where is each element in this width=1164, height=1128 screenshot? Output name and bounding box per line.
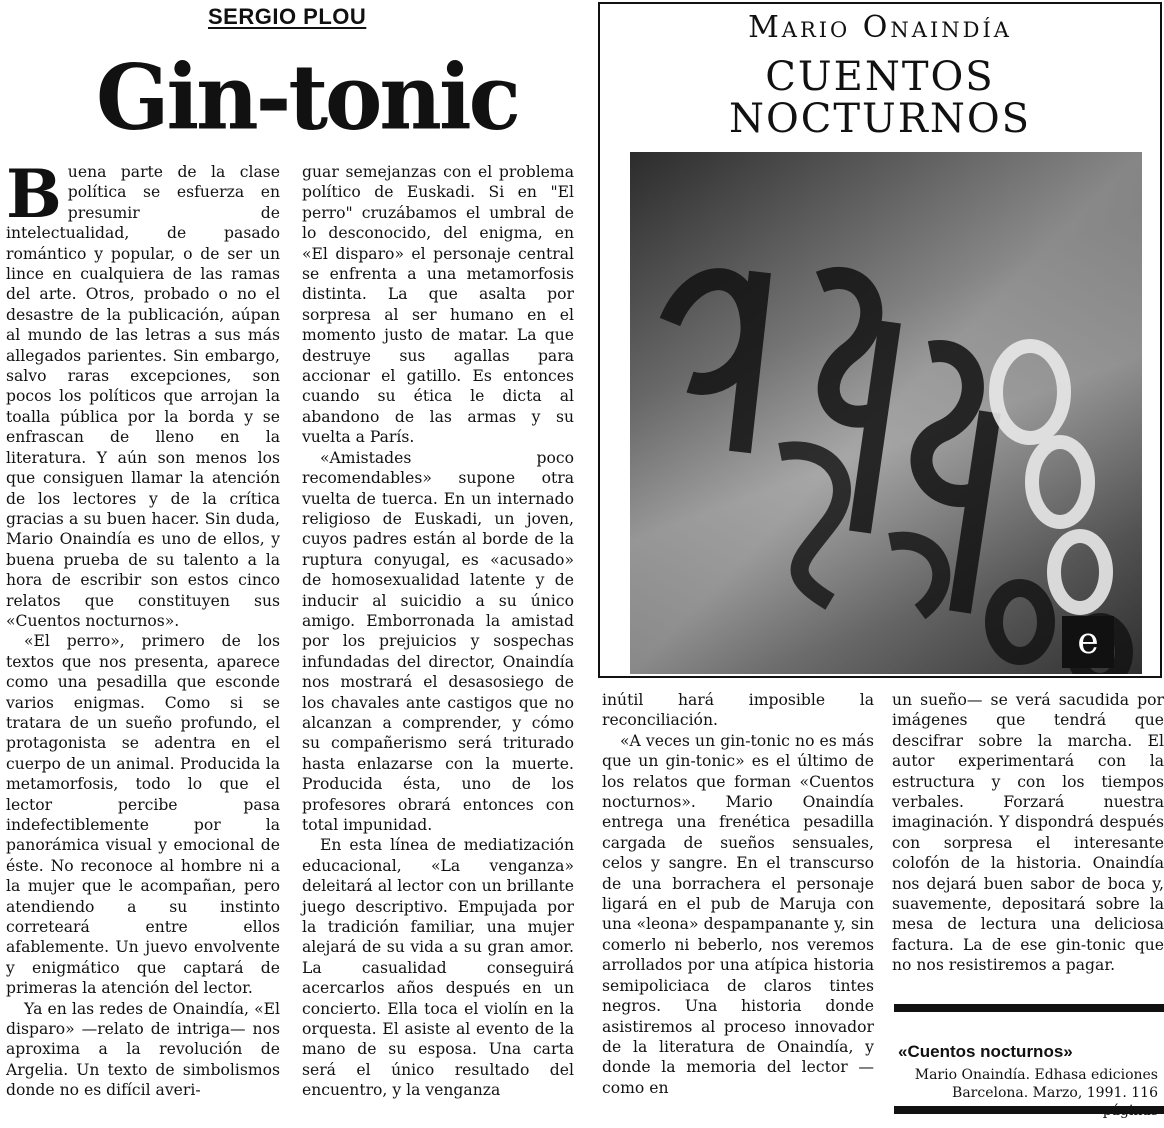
- paragraph: guar semejanzas con el problema político de Euskadi. Si en "El perro" cruzábamos el umbral de lo desconocido, del enigma, en «El disparo» el personaje central se enfrenta a una metamorfosis distinta. La que asalta por sorpresa al ser humano en el momento justo de matar. La que destruye sus agallas para accionar el gatillo. Es entonces cuando su ética le dicta al abandono de las armas y su vuelta a París.: [302, 163, 574, 447]
- byline: SERGIO PLOU: [208, 4, 367, 29]
- drop-cap: B: [6, 155, 62, 233]
- infobox-line: Barcelona. Marzo, 1991. 116: [952, 1085, 1158, 1101]
- infobox-title: «Cuentos nocturnos»: [898, 1042, 1073, 1061]
- paragraph: un sueño— se verá sacudida por imágenes que tendrá que descifrar sobre la marcha. El autor experimentará con la estructura y con los tiempos verbales. Forzará nuestra imaginación. Y dispondrá después con sorpresa el interesante colofón de la historia. Onaindía nos dejará buen sabor de boca y, suavemente, depositará sobre la mesa de lectura una deliciosa factura. La de ese gin-tonic que no nos resistiremos a pagar.: [892, 691, 1164, 975]
- paragraph-text: uena parte de la clase política se esfuerza en presumir de intelectualidad, de pasado romántico y popular, o de ser un lince en cualquiera de las ramas del arte. Otros, probado o no el desastre de la publicación, aúpan al mundo de las letras a sus más allegados parientes. Sin embargo, salvo raras excepciones, son pocos los políticos que arrojan la toalla pública por la borda y se enfrascan de lleno en la literatura. Y aún son menos los que consiguen llamar la atención de los lectores y de la crítica gracias a su buen hacer. Sin duda, Mario Onaindía es uno de ellos, y buena prueba de su talento a la hora de escribir son estos cinco relatos que constituyen sus «Cuentos nocturnos».: [6, 163, 280, 630]
- cover-author: Mario Onaindía: [748, 10, 1012, 45]
- publisher-logo: e: [1062, 616, 1114, 668]
- paragraph: En esta línea de mediatización educacional, «La venganza» deleitará al lector con un brillante juego descriptivo. Empujada por la tradición familiar, una mujer alejará de su vida a su gran amor. La casualidad conseguirá acercarlos años después en un concierto. Ella toca el violín en la orquesta. El asiste al evento de la mano de su esposa. Una carta será el único resultado del encuentro, y la venganza: [302, 836, 574, 1100]
- paragraph: «El perro», primero de los textos que nos presenta, aparece como una pesadilla que esconde varios enigmas. Como si se tratara de un sueño profundo, el protagonista se adentra en el cuerpo de un animal. Producida la metamorfosis, todo lo que el lector percibe pasa indefectiblemente por la panorámica visual y emocional de éste. No reconoce al hombre ni a la mujer que le acompañan, pero atendiendo a su instinto correteará entre ellos afablemente. Un juevo envolvente y enigmático que captará de primeras la atención del lector.: [6, 632, 280, 998]
- article-column-1: [6, 155, 280, 1101]
- article-column-2: [302, 162, 574, 1101]
- paragraph: Ya en las redes de Onaindía, «El disparo» —relato de intriga— nos aproxima a la revolución de Argelia. Un texto de simbolismos donde no es difícil averi-: [6, 999, 280, 1100]
- cover-artwork: [630, 152, 1142, 674]
- article-column-3: [602, 690, 874, 1098]
- headline: Gin-tonic: [96, 44, 518, 151]
- infobox-line: Mario Onaindía. Edhasa ediciones: [914, 1067, 1158, 1083]
- paragraph: inútil hará imposible la reconciliación.: [602, 691, 874, 730]
- paragraph: «A veces un gin-tonic no es más que un gin-tonic» es el último de los relatos que forman «Cuentos nocturnos». Mario Onaindía entrega una frenética pesadilla cargada de sueños sensuales, celos y sangre. En el transcurso de una borrachera el personaje ligará en el pub de Maruja con una «leona» despampanante y, sin comerlo ni beberlo, nos veremos arrollados por una atípica historia semipoliciaca de claros tintes negros. Una historia donde asistiremos al proceso innovador de la literatura de Onaindía, y donde la memoria del lector —como en: [602, 731, 874, 1097]
- paragraph: [6, 155, 280, 631]
- cover-title: [600, 56, 1160, 140]
- book-cover: [598, 2, 1162, 678]
- article-column-4: [892, 690, 1164, 976]
- cover-title-line: NOCTURNOS: [728, 96, 1032, 142]
- paragraph: «Amistades poco recomendables» supone otra vuelta de tuerca. En un internado religioso de Euskadi, un joven, cuyos padres están al borde de la ruptura conyugal, es «acusado» de homosexualidad latente y de inducir al suicidio a su único amigo. Emborronada la amistad por los prejuicios y sospechas infundadas del director, Onaindía nos mostrará el desasosiego de los chavales ante castigos que no alcanzan a comprender, y cómo su compañerismo será triturado hasta enlazarse con la muerte. Producida ésta, uno de los profesores obrará entonces con total impunidad.: [302, 448, 574, 834]
- cover-artwork-graphic: [630, 152, 1142, 674]
- infobox-rule-bottom: [894, 1106, 1164, 1114]
- infobox-rule-top: [894, 1004, 1164, 1012]
- cover-title-line: CUENTOS: [765, 54, 995, 100]
